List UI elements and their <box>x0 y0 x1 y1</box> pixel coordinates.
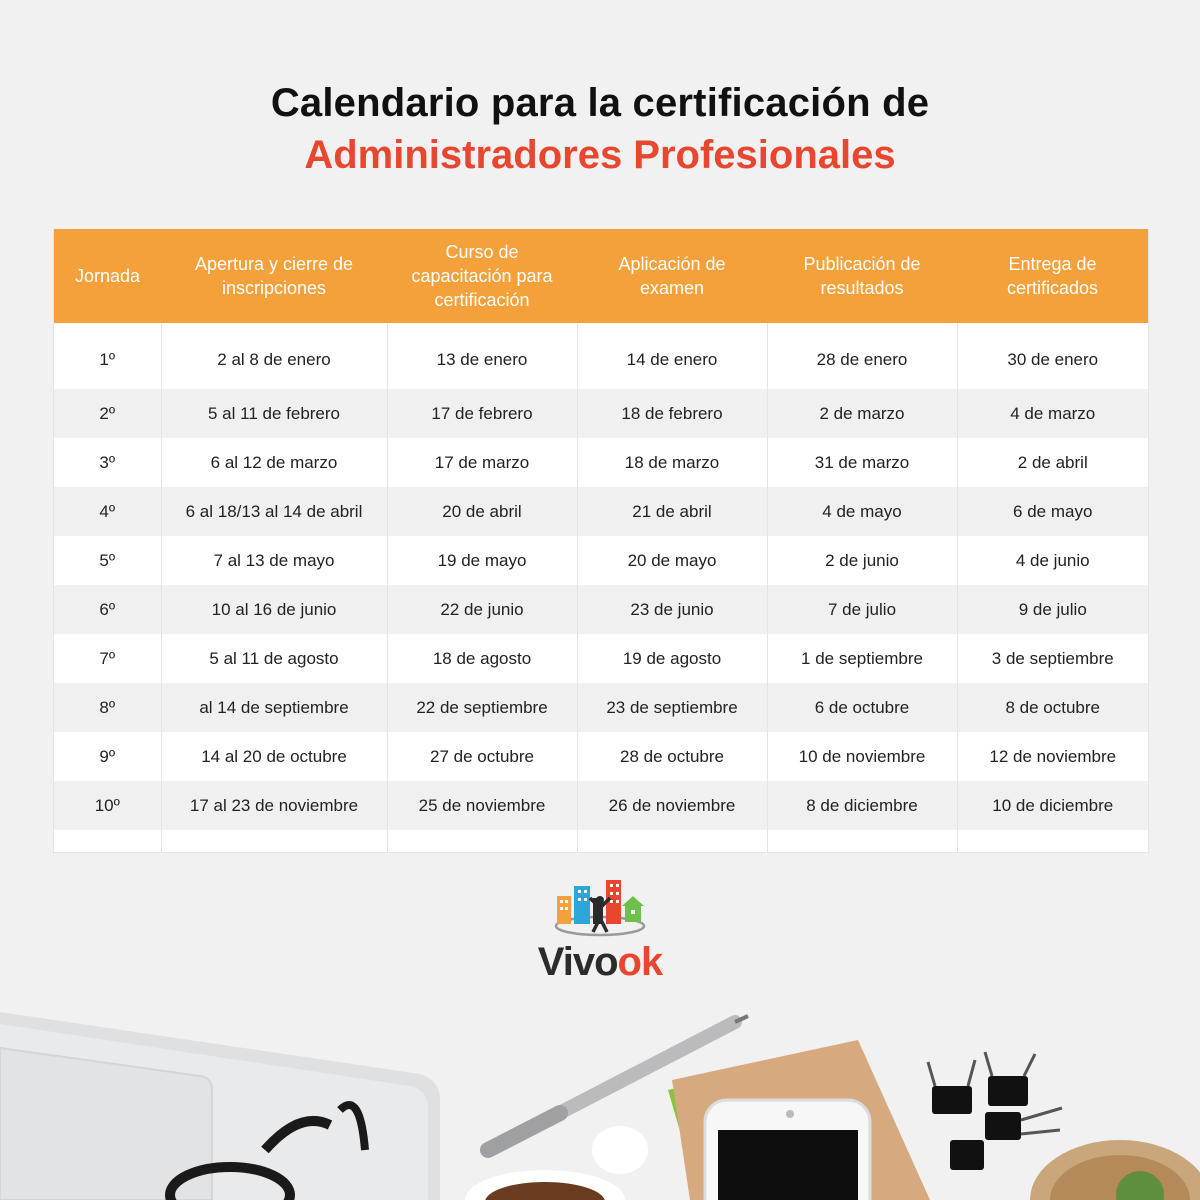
cell-certificados: 12 de noviembre <box>957 732 1148 781</box>
title-line-2: Administradores Profesionales <box>304 133 896 177</box>
cell-curso: 20 de abril <box>387 487 577 536</box>
cell-curso: 17 de febrero <box>387 389 577 438</box>
coffee-cup-icon <box>465 1126 648 1200</box>
table-body <box>54 323 1148 852</box>
cell-certificados: 6 de mayo <box>957 487 1148 536</box>
cell-inscripciones: 7 al 13 de mayo <box>161 536 387 585</box>
table-row <box>54 683 1148 732</box>
cell-resultados: 31 de marzo <box>767 438 957 487</box>
cell-inscripciones: al 14 de septiembre <box>161 683 387 732</box>
cell-certificados: 30 de enero <box>957 323 1148 389</box>
cell-inscripciones: 17 al 23 de noviembre <box>161 781 387 830</box>
header-jornada: Jornada <box>54 229 161 323</box>
table-row <box>54 732 1148 781</box>
cell-certificados: 4 de junio <box>957 536 1148 585</box>
cell-inscripciones: 2 al 8 de enero <box>161 323 387 389</box>
cell-inscripciones: 5 al 11 de agosto <box>161 634 387 683</box>
cell-examen: 19 de agosto <box>577 634 767 683</box>
cell-examen: 20 de mayo <box>577 536 767 585</box>
header-inscripciones: Apertura y cierre de inscripciones <box>161 229 387 323</box>
cell-certificados: 8 de octubre <box>957 683 1148 732</box>
cell-inscripciones: 14 al 20 de octubre <box>161 732 387 781</box>
cell-resultados: 10 de noviembre <box>767 732 957 781</box>
spacer-cell <box>577 830 767 852</box>
cell-resultados: 4 de mayo <box>767 487 957 536</box>
table-row <box>54 389 1148 438</box>
cell-examen: 23 de septiembre <box>577 683 767 732</box>
page-title <box>0 78 1200 180</box>
cell-certificados: 3 de septiembre <box>957 634 1148 683</box>
calendar-table-container <box>53 229 1149 853</box>
cell-resultados: 1 de septiembre <box>767 634 957 683</box>
logo-word-part-1: Vivo <box>537 940 618 984</box>
table-row <box>54 487 1148 536</box>
cell-curso: 13 de enero <box>387 323 577 389</box>
cell-resultados: 28 de enero <box>767 323 957 389</box>
table-row <box>54 585 1148 634</box>
table-header-row <box>54 229 1148 323</box>
logo-word-part-2: ok <box>617 940 663 984</box>
spacer-cell <box>387 830 577 852</box>
table-row <box>54 634 1148 683</box>
cell-curso: 18 de agosto <box>387 634 577 683</box>
cell-resultados: 8 de diciembre <box>767 781 957 830</box>
cell-jornada: 8º <box>54 683 161 732</box>
cell-jornada: 6º <box>54 585 161 634</box>
cell-resultados: 2 de marzo <box>767 389 957 438</box>
cell-jornada: 7º <box>54 634 161 683</box>
cell-jornada: 5º <box>54 536 161 585</box>
cell-jornada: 4º <box>54 487 161 536</box>
cell-resultados: 6 de octubre <box>767 683 957 732</box>
calendar-table <box>54 229 1148 852</box>
table-row <box>54 781 1148 830</box>
cell-examen: 28 de octubre <box>577 732 767 781</box>
table-spacer-row <box>54 830 1148 852</box>
table-row <box>54 438 1148 487</box>
cell-examen: 23 de junio <box>577 585 767 634</box>
table-row <box>54 323 1148 389</box>
cactus-plant-icon <box>1030 1140 1200 1200</box>
cell-inscripciones: 10 al 16 de junio <box>161 585 387 634</box>
header-curso: Curso de capacitación para certificación <box>387 229 577 323</box>
cell-curso: 22 de septiembre <box>387 683 577 732</box>
cell-curso: 17 de marzo <box>387 438 577 487</box>
header-certificados: Entrega de certificados <box>957 229 1148 323</box>
city-buildings-person-icon <box>530 876 670 942</box>
cell-jornada: 2º <box>54 389 161 438</box>
cell-curso: 27 de octubre <box>387 732 577 781</box>
spacer-cell <box>161 830 387 852</box>
cell-examen: 21 de abril <box>577 487 767 536</box>
cell-inscripciones: 6 al 18/13 al 14 de abril <box>161 487 387 536</box>
cell-inscripciones: 6 al 12 de marzo <box>161 438 387 487</box>
cell-certificados: 4 de marzo <box>957 389 1148 438</box>
cell-certificados: 9 de julio <box>957 585 1148 634</box>
cell-certificados: 2 de abril <box>957 438 1148 487</box>
spacer-cell <box>767 830 957 852</box>
cell-resultados: 2 de junio <box>767 536 957 585</box>
cell-jornada: 10º <box>54 781 161 830</box>
cell-jornada: 1º <box>54 323 161 389</box>
cell-examen: 18 de febrero <box>577 389 767 438</box>
title-line-1: Calendario para la certificación de <box>270 81 930 125</box>
table-row <box>54 536 1148 585</box>
header-examen: Aplicación de examen <box>577 229 767 323</box>
spacer-cell <box>957 830 1148 852</box>
header-resultados: Publicación de resultados <box>767 229 957 323</box>
cell-jornada: 3º <box>54 438 161 487</box>
vivook-logo <box>530 876 670 986</box>
binder-clips-icon <box>928 1052 1062 1170</box>
cell-examen: 26 de noviembre <box>577 781 767 830</box>
cell-inscripciones: 5 al 11 de febrero <box>161 389 387 438</box>
smartphone-icon <box>705 1100 870 1200</box>
cell-curso: 19 de mayo <box>387 536 577 585</box>
cell-certificados: 10 de diciembre <box>957 781 1148 830</box>
cell-examen: 18 de marzo <box>577 438 767 487</box>
logo-wordmark <box>530 940 670 985</box>
spacer-cell <box>54 830 161 852</box>
desk-decoration-image <box>0 990 1200 1200</box>
cell-curso: 25 de noviembre <box>387 781 577 830</box>
cell-curso: 22 de junio <box>387 585 577 634</box>
cell-resultados: 7 de julio <box>767 585 957 634</box>
cell-jornada: 9º <box>54 732 161 781</box>
cell-examen: 14 de enero <box>577 323 767 389</box>
